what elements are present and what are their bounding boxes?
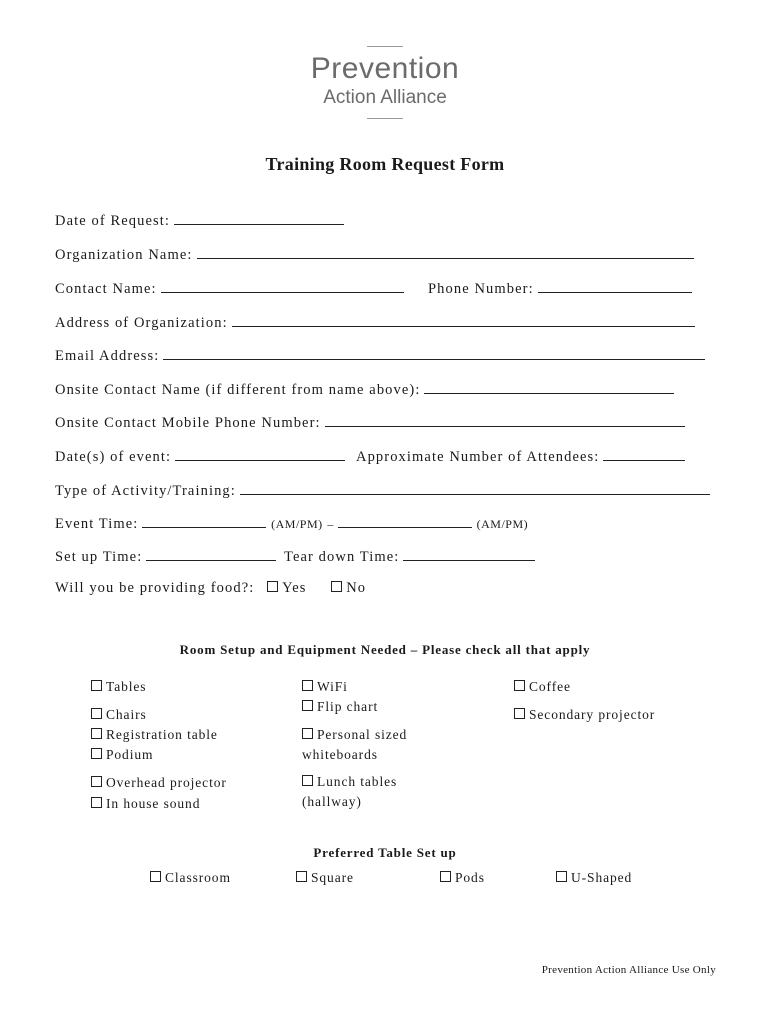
checkbox-icon[interactable] bbox=[331, 581, 342, 592]
checkbox-icon[interactable] bbox=[150, 871, 161, 882]
teardown-time-blank[interactable] bbox=[403, 547, 535, 561]
onsite-phone-blank[interactable] bbox=[325, 413, 685, 427]
option-chairs[interactable] bbox=[91, 705, 147, 725]
teardown-time-label: Tear down Time: bbox=[284, 549, 400, 565]
organization-name-label: Organization Name: bbox=[55, 247, 193, 263]
onsite-contact-label: Onsite Contact Name (if different from name above): bbox=[55, 382, 421, 398]
footer-note: Prevention Action Alliance Use Only bbox=[541, 964, 716, 976]
food-no-option[interactable] bbox=[331, 580, 366, 596]
am-pm-label-end: (AM/PM) bbox=[476, 517, 529, 531]
option-overhead-projector[interactable] bbox=[91, 773, 227, 793]
food-question-field bbox=[55, 580, 366, 597]
option-label: Flip chart bbox=[317, 699, 379, 714]
setup-time-label: Set up Time: bbox=[55, 549, 143, 565]
checkbox-icon[interactable] bbox=[302, 680, 313, 691]
equipment-heading: Room Setup and Equipment Needed – Please check all that apply bbox=[179, 642, 591, 657]
dates-of-event-label: Date(s) of event: bbox=[55, 449, 172, 465]
am-pm-label: (AM/PM) bbox=[271, 517, 323, 531]
attendees-field bbox=[356, 447, 685, 466]
option-personal-whiteboards-cont: whiteboards bbox=[302, 747, 378, 762]
onsite-phone-label: Onsite Contact Mobile Phone Number: bbox=[55, 415, 321, 431]
food-question-label: Will you be providing food?: bbox=[55, 580, 255, 596]
contact-name-field bbox=[55, 279, 404, 298]
checkbox-icon[interactable] bbox=[91, 708, 102, 719]
option-label: Registration table bbox=[106, 727, 218, 742]
option-label: Podium bbox=[106, 747, 154, 762]
phone-number-blank[interactable] bbox=[538, 279, 692, 293]
event-time-label: Event Time: bbox=[55, 516, 139, 532]
checkbox-icon[interactable] bbox=[91, 680, 102, 691]
option-wifi[interactable] bbox=[302, 677, 348, 697]
teardown-time-field bbox=[284, 547, 535, 566]
address-blank[interactable] bbox=[232, 313, 695, 327]
checkbox-icon[interactable] bbox=[556, 871, 567, 882]
organization-name-blank[interactable] bbox=[197, 245, 694, 259]
checkbox-icon[interactable] bbox=[302, 700, 313, 711]
logo-bottom-rule bbox=[367, 118, 403, 119]
option-label: Pods bbox=[455, 870, 485, 885]
phone-number-label: Phone Number: bbox=[428, 281, 534, 297]
contact-name-blank[interactable] bbox=[161, 279, 404, 293]
checkbox-icon[interactable] bbox=[440, 871, 451, 882]
option-u-shaped[interactable] bbox=[556, 868, 632, 888]
option-label: WiFi bbox=[317, 679, 348, 694]
option-registration-table[interactable] bbox=[91, 725, 218, 745]
date-of-request-label: Date of Request: bbox=[55, 213, 171, 229]
dates-of-event-blank[interactable] bbox=[175, 447, 345, 461]
checkbox-icon[interactable] bbox=[514, 680, 525, 691]
option-square[interactable] bbox=[296, 868, 354, 888]
checkbox-icon[interactable] bbox=[296, 871, 307, 882]
date-of-request-blank[interactable] bbox=[174, 211, 344, 225]
checkbox-icon[interactable] bbox=[514, 708, 525, 719]
organization-name-field bbox=[55, 245, 694, 264]
time-range-dash: – bbox=[327, 517, 334, 531]
option-label: Classroom bbox=[165, 870, 231, 885]
event-time-field bbox=[55, 514, 528, 533]
date-of-request-field bbox=[55, 211, 344, 230]
phone-number-field bbox=[428, 279, 692, 298]
logo-title: Prevention bbox=[310, 52, 460, 85]
option-label: Tables bbox=[106, 679, 147, 694]
onsite-phone-field bbox=[55, 413, 685, 432]
logo-top-rule bbox=[367, 46, 403, 47]
option-label: Overhead projector bbox=[106, 775, 227, 790]
option-label: Personal sized bbox=[317, 727, 408, 742]
email-label: Email Address: bbox=[55, 348, 160, 364]
checkbox-icon[interactable] bbox=[91, 728, 102, 739]
option-label: Coffee bbox=[529, 679, 571, 694]
checkbox-icon[interactable] bbox=[91, 748, 102, 759]
option-lunch-tables-cont: (hallway) bbox=[302, 794, 362, 809]
option-pods[interactable] bbox=[440, 868, 485, 888]
email-blank[interactable] bbox=[163, 346, 705, 360]
checkbox-icon[interactable] bbox=[91, 797, 102, 808]
address-field bbox=[55, 313, 695, 332]
event-time-start-blank[interactable] bbox=[142, 514, 266, 528]
food-no-label: No bbox=[346, 580, 367, 596]
checkbox-icon[interactable] bbox=[91, 776, 102, 787]
option-tables[interactable] bbox=[91, 677, 146, 697]
option-coffee[interactable] bbox=[514, 677, 571, 697]
checkbox-icon[interactable] bbox=[302, 775, 313, 786]
option-flip-chart[interactable] bbox=[302, 697, 378, 717]
option-label: Secondary projector bbox=[529, 707, 656, 722]
event-time-end-blank[interactable] bbox=[338, 514, 472, 528]
option-in-house-sound[interactable] bbox=[91, 794, 200, 814]
onsite-contact-field bbox=[55, 380, 674, 399]
option-personal-whiteboards[interactable] bbox=[302, 725, 407, 745]
logo-subtitle: Action Alliance bbox=[323, 87, 447, 108]
food-yes-option[interactable] bbox=[267, 580, 306, 596]
address-label: Address of Organization: bbox=[55, 315, 228, 331]
option-label: Square bbox=[311, 870, 354, 885]
dates-of-event-field bbox=[55, 447, 345, 466]
option-lunch-tables[interactable] bbox=[302, 772, 397, 792]
food-yes-label: Yes bbox=[282, 580, 307, 596]
form-title: Training Room Request Form bbox=[265, 154, 505, 174]
checkbox-icon[interactable] bbox=[267, 581, 278, 592]
option-secondary-projector[interactable] bbox=[514, 705, 655, 725]
checkbox-icon[interactable] bbox=[302, 728, 313, 739]
option-label: U-Shaped bbox=[571, 870, 633, 885]
option-label: Chairs bbox=[106, 707, 147, 722]
activity-type-blank[interactable] bbox=[240, 481, 710, 495]
activity-type-label: Type of Activity/Training: bbox=[55, 483, 236, 499]
option-label: Lunch tables bbox=[317, 774, 398, 789]
setup-time-field bbox=[55, 547, 276, 566]
option-label: In house sound bbox=[106, 796, 201, 811]
setup-time-blank[interactable] bbox=[146, 547, 276, 561]
activity-type-field bbox=[55, 481, 710, 500]
onsite-contact-blank[interactable] bbox=[424, 380, 674, 394]
contact-name-label: Contact Name: bbox=[55, 281, 157, 297]
table-setup-heading: Preferred Table Set up bbox=[313, 845, 457, 860]
attendees-label: Approximate Number of Attendees: bbox=[356, 449, 600, 465]
email-field bbox=[55, 346, 705, 365]
attendees-blank[interactable] bbox=[603, 447, 685, 461]
option-classroom[interactable] bbox=[150, 868, 231, 888]
option-podium[interactable] bbox=[91, 745, 153, 765]
